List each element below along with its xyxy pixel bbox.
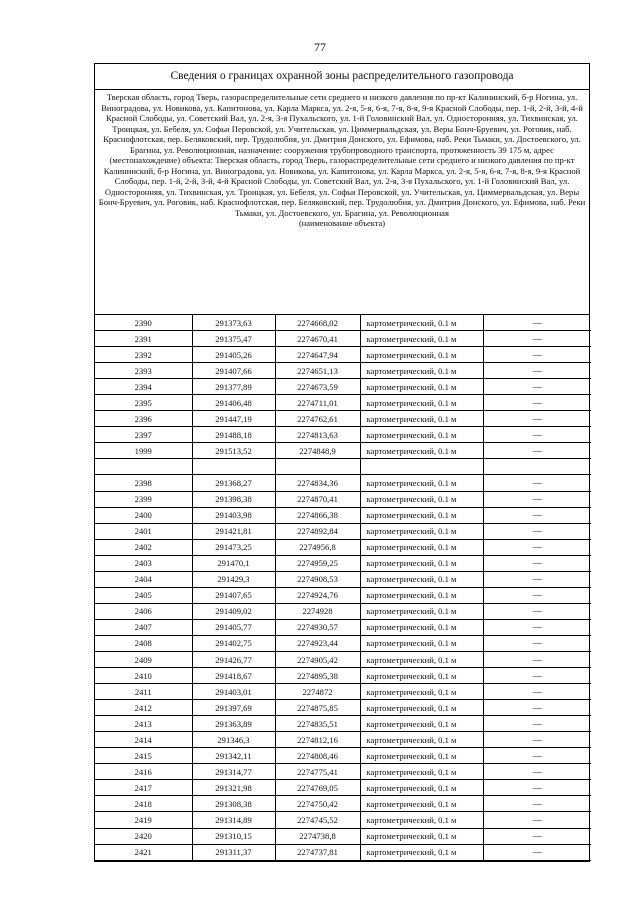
coordinates-table-body — [95, 315, 591, 860]
note-cell: — — [483, 555, 591, 571]
x-coordinate-cell: 291470,1 — [192, 555, 275, 571]
object-description — [95, 90, 589, 315]
x-coordinate-cell: 291310,15 — [192, 828, 275, 844]
table-row — [95, 812, 591, 828]
y-coordinate-cell: 2274835,51 — [275, 716, 360, 732]
y-coordinate-cell: 2274905,42 — [275, 651, 360, 667]
method-cell: картометрический, 0.1 м — [360, 411, 483, 427]
note-cell: — — [483, 587, 591, 603]
table-row — [95, 619, 591, 635]
method-cell: картометрический, 0.1 м — [360, 651, 483, 667]
note-cell: — — [483, 828, 591, 844]
point-number-cell: 2411 — [95, 684, 192, 700]
x-coordinate-cell: 291403,98 — [192, 507, 275, 523]
method-cell: картометрический, 0.1 м — [360, 828, 483, 844]
table-row — [95, 603, 591, 619]
point-number-cell: 2407 — [95, 619, 192, 635]
x-coordinate-cell: 291421,81 — [192, 523, 275, 539]
note-cell: — — [483, 539, 591, 555]
note-cell: — — [483, 603, 591, 619]
point-number-cell: 2406 — [95, 603, 192, 619]
y-coordinate-cell: 2274892,84 — [275, 523, 360, 539]
method-cell: картометрический, 0.1 м — [360, 619, 483, 635]
x-coordinate-cell — [192, 459, 275, 475]
point-number-cell: 2401 — [95, 523, 192, 539]
table-row — [95, 668, 591, 684]
y-coordinate-cell: 2274651,13 — [275, 363, 360, 379]
y-coordinate-cell: 2274908,53 — [275, 571, 360, 587]
x-coordinate-cell: 291407,65 — [192, 587, 275, 603]
y-coordinate-cell: 2274808,46 — [275, 748, 360, 764]
note-cell: — — [483, 363, 591, 379]
note-cell: — — [483, 796, 591, 812]
table-row — [95, 411, 591, 427]
x-coordinate-cell: 291488,18 — [192, 427, 275, 443]
point-number-cell: 2413 — [95, 716, 192, 732]
method-cell: картометрический, 0.1 м — [360, 379, 483, 395]
point-number-cell: 2392 — [95, 347, 192, 363]
y-coordinate-cell: 2274775,41 — [275, 764, 360, 780]
x-coordinate-cell: 291321,98 — [192, 780, 275, 796]
method-cell: картометрический, 0.1 м — [360, 732, 483, 748]
point-number-cell: 2419 — [95, 812, 192, 828]
table-row — [95, 459, 591, 475]
y-coordinate-cell: 2274848,9 — [275, 443, 360, 459]
page-number: 77 — [314, 40, 326, 54]
note-cell: — — [483, 491, 591, 507]
y-coordinate-cell: 2274745,52 — [275, 812, 360, 828]
table-title: Сведения о границах охранной зоны распределительного газопровода — [95, 64, 589, 90]
method-cell: картометрический, 0.1 м — [360, 539, 483, 555]
y-coordinate-cell: 2274930,57 — [275, 619, 360, 635]
method-cell: картометрический, 0.1 м — [360, 587, 483, 603]
note-cell: — — [483, 684, 591, 700]
table-row — [95, 475, 591, 491]
method-cell: картометрический, 0.1 м — [360, 395, 483, 411]
x-coordinate-cell: 291513,52 — [192, 443, 275, 459]
method-cell: картометрический, 0.1 м — [360, 315, 483, 331]
method-cell: картометрический, 0.1 м — [360, 603, 483, 619]
y-coordinate-cell: 2274812,16 — [275, 732, 360, 748]
table-row — [95, 539, 591, 555]
note-cell: — — [483, 635, 591, 651]
y-coordinate-cell: 2274928 — [275, 603, 360, 619]
coordinates-table — [95, 315, 591, 861]
point-number-cell: 2418 — [95, 796, 192, 812]
method-cell: картометрический, 0.1 м — [360, 523, 483, 539]
note-cell: — — [483, 651, 591, 667]
y-coordinate-cell: 2274956,8 — [275, 539, 360, 555]
boundary-table-frame — [94, 63, 590, 862]
point-number-cell: 2409 — [95, 651, 192, 667]
method-cell: картометрический, 0.1 м — [360, 812, 483, 828]
point-number-cell: 2397 — [95, 427, 192, 443]
point-number-cell — [95, 459, 192, 475]
method-cell: картометрический, 0.1 м — [360, 491, 483, 507]
note-cell: — — [483, 844, 591, 860]
table-row — [95, 700, 591, 716]
table-row — [95, 395, 591, 411]
method-cell: картометрический, 0.1 м — [360, 331, 483, 347]
point-number-cell: 2395 — [95, 395, 192, 411]
point-number-cell: 2412 — [95, 700, 192, 716]
point-number-cell: 2391 — [95, 331, 192, 347]
point-number-cell: 1999 — [95, 443, 192, 459]
y-coordinate-cell: 2274959,25 — [275, 555, 360, 571]
table-row — [95, 732, 591, 748]
table-row — [95, 651, 591, 667]
note-cell: — — [483, 700, 591, 716]
method-cell — [360, 459, 483, 475]
note-cell: — — [483, 764, 591, 780]
x-coordinate-cell: 291363,89 — [192, 716, 275, 732]
method-cell: картометрический, 0.1 м — [360, 427, 483, 443]
point-number-cell: 2414 — [95, 732, 192, 748]
table-row — [95, 427, 591, 443]
y-coordinate-cell: 2274750,42 — [275, 796, 360, 812]
note-cell: — — [483, 716, 591, 732]
method-cell: картометрический, 0.1 м — [360, 571, 483, 587]
x-coordinate-cell: 291418,67 — [192, 668, 275, 684]
table-row — [95, 363, 591, 379]
x-coordinate-cell: 291373,63 — [192, 315, 275, 331]
table-row — [95, 764, 591, 780]
table-row — [95, 315, 591, 331]
note-cell: — — [483, 780, 591, 796]
method-cell: картометрический, 0.1 м — [360, 668, 483, 684]
point-number-cell: 2402 — [95, 539, 192, 555]
point-number-cell: 2396 — [95, 411, 192, 427]
x-coordinate-cell: 291402,75 — [192, 635, 275, 651]
point-number-cell: 2393 — [95, 363, 192, 379]
y-coordinate-cell: 2274895,38 — [275, 668, 360, 684]
note-cell — [483, 459, 591, 475]
point-number-cell: 2404 — [95, 571, 192, 587]
x-coordinate-cell: 291368,27 — [192, 475, 275, 491]
y-coordinate-cell: 2274875,85 — [275, 700, 360, 716]
note-cell: — — [483, 732, 591, 748]
object-description-text: Тверская область, город Тверь, газораспределительные сети среднего и низкого давления по пр-кт Калининский, б-р Ногина, ул. Виноградова, ул. Новикова, ул. Капитонова, ул. Карла Маркса, ул. 2-я, 5-я, 6-я, 7-я, 8-я, 9-я Красной Слободы, пер. 1-й, 2-й, 3-й, 4-й Красной Слободы, ул. Советский Вал, ул. 2-я, 3-я Пухальского, ул. 1-й Головинский Вал, ул. Односторонняя, ул. Тихвинская, ул. Троицкая, ул. Бебеля, ул. Софьи Перовской, ул. Учительская, ул. Циммервальдская, ул. Веры Бонч-Бруевич, ул. Роговик, наб. Краснофлотская, пер. Беляковский, пер. Трудолюбия, ул. Дмитрия Донского, ул. Ефимова, наб. Реки Тьмаки, ул. Достоевского, ул. Брагина, ул. Революционная, назначение: сооружения трубопроводного транспорта, протяженность 39 175 м, адрес (местонахождение) объекта: Тверская область, город Тверь, газораспределительные сети среднего и низкого давления по пр-кт Калининский, б-р Ногина, ул. Виноградова, ул. Новикова, ул. Капитонова, ул. Карла Маркса, ул. 2-я, 5-я, 6-я, 7-я, 8-я, 9-я Красной Слободы, пер. 1-й, 2-й, 3-й, 4-й Красной Слободы, ул. Советский Вал, ул. 2-я, 3-я Пухальского, ул. 1-й Головинский Вал, ул. Односторонняя, ул. Тихвинская, ул. Троицкая, ул. Бебеля, ул. Софьи Перовской, ул. Учительская, ул. Циммервальдская, ул. Веры Бонч-Бруевич, ул. Роговик, наб. Краснофлотская, пер. Беляковский, пер. Трудолюбия, ул. Дмитрия Донского, ул. Ефимова, наб. Реки Тьмаки, ул. Достоевского, ул. Брагина, ул. Революционная — [98, 92, 586, 219]
table-row — [95, 491, 591, 507]
x-coordinate-cell: 291311,37 — [192, 844, 275, 860]
note-cell: — — [483, 379, 591, 395]
method-cell: картометрический, 0.1 м — [360, 780, 483, 796]
note-cell: — — [483, 411, 591, 427]
point-number-cell: 2416 — [95, 764, 192, 780]
table-row — [95, 507, 591, 523]
y-coordinate-cell: 2274872 — [275, 684, 360, 700]
x-coordinate-cell: 291405,77 — [192, 619, 275, 635]
x-coordinate-cell: 291375,47 — [192, 331, 275, 347]
y-coordinate-cell: 2274711,01 — [275, 395, 360, 411]
point-number-cell: 2410 — [95, 668, 192, 684]
x-coordinate-cell: 291409,02 — [192, 603, 275, 619]
y-coordinate-cell: 2274866,38 — [275, 507, 360, 523]
method-cell: картометрический, 0.1 м — [360, 635, 483, 651]
table-row — [95, 347, 591, 363]
note-cell: — — [483, 668, 591, 684]
method-cell: картометрический, 0.1 м — [360, 796, 483, 812]
point-number-cell: 2394 — [95, 379, 192, 395]
note-cell: — — [483, 427, 591, 443]
x-coordinate-cell: 291346,3 — [192, 732, 275, 748]
point-number-cell: 2420 — [95, 828, 192, 844]
y-coordinate-cell: 2274834,36 — [275, 475, 360, 491]
y-coordinate-cell: 2274924,76 — [275, 587, 360, 603]
note-cell: — — [483, 475, 591, 491]
x-coordinate-cell: 291473,25 — [192, 539, 275, 555]
method-cell: картометрический, 0.1 м — [360, 684, 483, 700]
y-coordinate-cell: 2274670,41 — [275, 331, 360, 347]
y-coordinate-cell: 2274673,59 — [275, 379, 360, 395]
object-description-caption: (наименование объекта) — [298, 218, 385, 228]
method-cell: картометрический, 0.1 м — [360, 716, 483, 732]
point-number-cell: 2399 — [95, 491, 192, 507]
y-coordinate-cell: 2274769,05 — [275, 780, 360, 796]
point-number-cell: 2417 — [95, 780, 192, 796]
x-coordinate-cell: 291397,69 — [192, 700, 275, 716]
x-coordinate-cell: 291406,48 — [192, 395, 275, 411]
table-row — [95, 523, 591, 539]
table-row — [95, 796, 591, 812]
note-cell: — — [483, 315, 591, 331]
table-row — [95, 828, 591, 844]
table-row — [95, 748, 591, 764]
x-coordinate-cell: 291407,66 — [192, 363, 275, 379]
table-row — [95, 635, 591, 651]
point-number-cell: 2398 — [95, 475, 192, 491]
point-number-cell: 2400 — [95, 507, 192, 523]
y-coordinate-cell: 2274870,41 — [275, 491, 360, 507]
x-coordinate-cell: 291403,01 — [192, 684, 275, 700]
point-number-cell: 2408 — [95, 635, 192, 651]
note-cell: — — [483, 748, 591, 764]
x-coordinate-cell: 291398,38 — [192, 491, 275, 507]
method-cell: картометрический, 0.1 м — [360, 764, 483, 780]
table-row — [95, 331, 591, 347]
x-coordinate-cell: 291342,11 — [192, 748, 275, 764]
y-coordinate-cell — [275, 459, 360, 475]
note-cell: — — [483, 443, 591, 459]
y-coordinate-cell: 2274813,63 — [275, 427, 360, 443]
method-cell: картометрический, 0.1 м — [360, 748, 483, 764]
method-cell: картометрический, 0.1 м — [360, 844, 483, 860]
note-cell: — — [483, 812, 591, 828]
table-row — [95, 443, 591, 459]
note-cell: — — [483, 507, 591, 523]
table-row — [95, 716, 591, 732]
point-number-cell: 2405 — [95, 587, 192, 603]
note-cell: — — [483, 395, 591, 411]
y-coordinate-cell: 2274738,8 — [275, 828, 360, 844]
table-row — [95, 379, 591, 395]
point-number-cell: 2421 — [95, 844, 192, 860]
note-cell: — — [483, 523, 591, 539]
point-number-cell: 2403 — [95, 555, 192, 571]
note-cell: — — [483, 619, 591, 635]
method-cell: картометрический, 0.1 м — [360, 700, 483, 716]
x-coordinate-cell: 291429,3 — [192, 571, 275, 587]
table-row — [95, 555, 591, 571]
y-coordinate-cell: 2274762,61 — [275, 411, 360, 427]
x-coordinate-cell: 291377,89 — [192, 379, 275, 395]
x-coordinate-cell: 291447,19 — [192, 411, 275, 427]
point-number-cell: 2390 — [95, 315, 192, 331]
method-cell: картометрический, 0.1 м — [360, 507, 483, 523]
table-row — [95, 587, 591, 603]
method-cell: картометрический, 0.1 м — [360, 475, 483, 491]
x-coordinate-cell: 291314,77 — [192, 764, 275, 780]
method-cell: картометрический, 0.1 м — [360, 443, 483, 459]
note-cell: — — [483, 331, 591, 347]
y-coordinate-cell: 2274668,02 — [275, 315, 360, 331]
table-row — [95, 844, 591, 860]
point-number-cell: 2415 — [95, 748, 192, 764]
x-coordinate-cell: 291308,38 — [192, 796, 275, 812]
note-cell: — — [483, 347, 591, 363]
table-row — [95, 684, 591, 700]
method-cell: картометрический, 0.1 м — [360, 347, 483, 363]
y-coordinate-cell: 2274923,44 — [275, 635, 360, 651]
y-coordinate-cell: 2274737,81 — [275, 844, 360, 860]
x-coordinate-cell: 291405,26 — [192, 347, 275, 363]
table-row — [95, 780, 591, 796]
method-cell: картометрический, 0.1 м — [360, 363, 483, 379]
x-coordinate-cell: 291314,89 — [192, 812, 275, 828]
note-cell: — — [483, 571, 591, 587]
y-coordinate-cell: 2274647,94 — [275, 347, 360, 363]
method-cell: картометрический, 0.1 м — [360, 555, 483, 571]
x-coordinate-cell: 291426,77 — [192, 651, 275, 667]
table-row — [95, 571, 591, 587]
